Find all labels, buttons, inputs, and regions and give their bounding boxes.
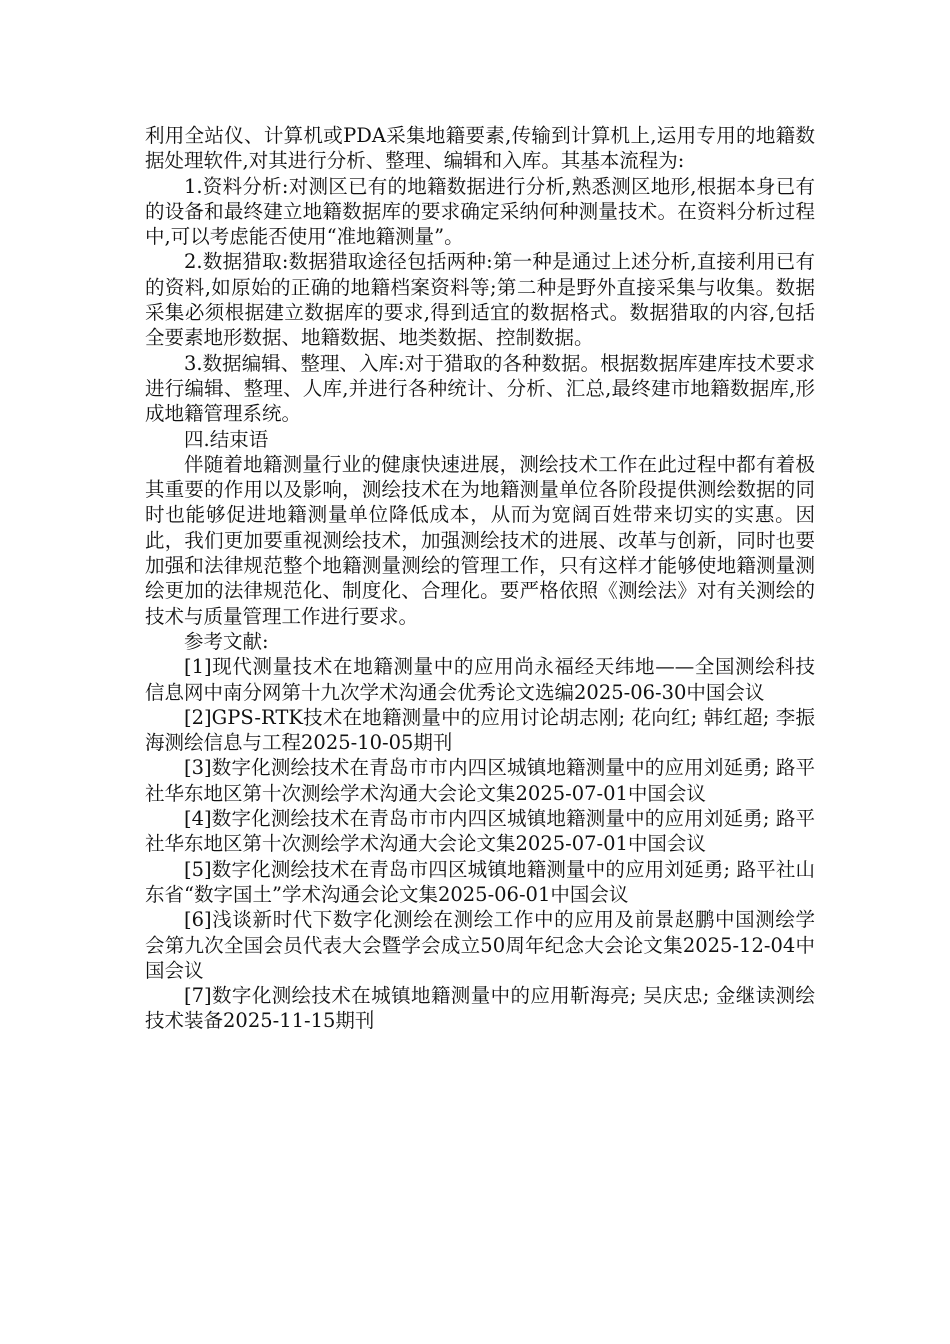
reference-item: [3]数字化测绘技术在青岛市市内四区城镇地籍测量中的应用刘延勇; 路平社华东地区第十次测绘学术沟通大会论文集2025-07-01中国会议 xyxy=(145,756,815,805)
step-data-acquisition: 2.数据猎取:数据猎取途径包括两种:第一种是通过上述分析,直接利用已有的资料,如原始的正确的地籍档案资料等;第二种是野外直接采集与收集。数据采集必须根据建立数据库的要求,得到适宜的数据格式。数据猎取的内容,包括全要素地形数据、地籍数据、地类数据、控制数据。 xyxy=(145,250,815,350)
step-data-analysis: 1.资料分析:对测区已有的地籍数据进行分析,熟悉测区地形,根据本身已有的设备和最终建立地籍数据库的要求确定采纳何种测量技术。在资料分析过程中,可以考虑能否使用“准地籍测量”。 xyxy=(145,174,815,249)
reference-item: [1]现代测量技术在地籍测量中的应用尚永福经天纬地——全国测绘科技信息网中南分网第十九次学术沟通会优秀论文选编2025-06-30中国会议 xyxy=(145,655,815,704)
reference-item: [5]数字化测绘技术在青岛市四区城镇地籍测量中的应用刘延勇; 路平社山东省“数字国土”学术沟通会论文集2025-06-01中国会议 xyxy=(145,857,815,906)
intro-paragraph: 利用全站仪、计算机或PDA采集地籍要素,传输到计算机上,运用专用的地籍数据处理软件,对其进行分析、整理、编辑和入库。其基本流程为: xyxy=(145,124,815,173)
reference-item: [7]数字化测绘技术在城镇地籍测量中的应用靳海亮; 吴庆忠; 金继读测绘技术装备2025-11-15期刊 xyxy=(145,984,815,1033)
section-heading-conclusion: 四.结束语 xyxy=(184,427,269,451)
reference-item: [4]数字化测绘技术在青岛市市内四区城镇地籍测量中的应用刘延勇; 路平社华东地区第十次测绘学术沟通大会论文集2025-07-01中国会议 xyxy=(145,807,815,856)
step-data-editing: 3.数据编辑、整理、入库:对于猎取的各种数据。根据数据库建库技术要求进行编辑、整理、人库,并进行各种统计、分析、汇总,最终建市地籍数据库,形成地籍管理系统。 xyxy=(145,351,815,426)
references-heading: 参考文献: xyxy=(184,629,269,653)
reference-item: [2]GPS-RTK技术在地籍测量中的应用讨论胡志刚; 花向红; 韩红超; 李振海测绘信息与工程2025-10-05期刊 xyxy=(145,705,815,755)
document-body xyxy=(145,123,815,1034)
reference-item: [6]浅谈新时代下数字化测绘在测绘工作中的应用及前景赵鹏中国测绘学会第九次全国会员代表大会暨学会成立50周年纪念大会论文集2025-12-04中国会议 xyxy=(145,908,815,982)
conclusion-paragraph: 伴随着地籍测量行业的健康快速进展，测绘技术工作在此过程中都有着极其重要的作用以及影响，测绘技术在为地籍测量单位各阶段提供测绘数据的同时也能够促进地籍测量单位降低成本，从而为宽阔百姓带来切实的实惠。因此，我们更加要重视测绘技术，加强测绘技术的进展、改革与创新，同时也要加强和法律规范整个地籍测量测绘的管理工作，只有这样才能够使地籍测量测绘更加的法律规范化、制度化、合理化。要严格依照《测绘法》对有关测绘的技术与质量管理工作进行要求。 xyxy=(145,452,815,628)
